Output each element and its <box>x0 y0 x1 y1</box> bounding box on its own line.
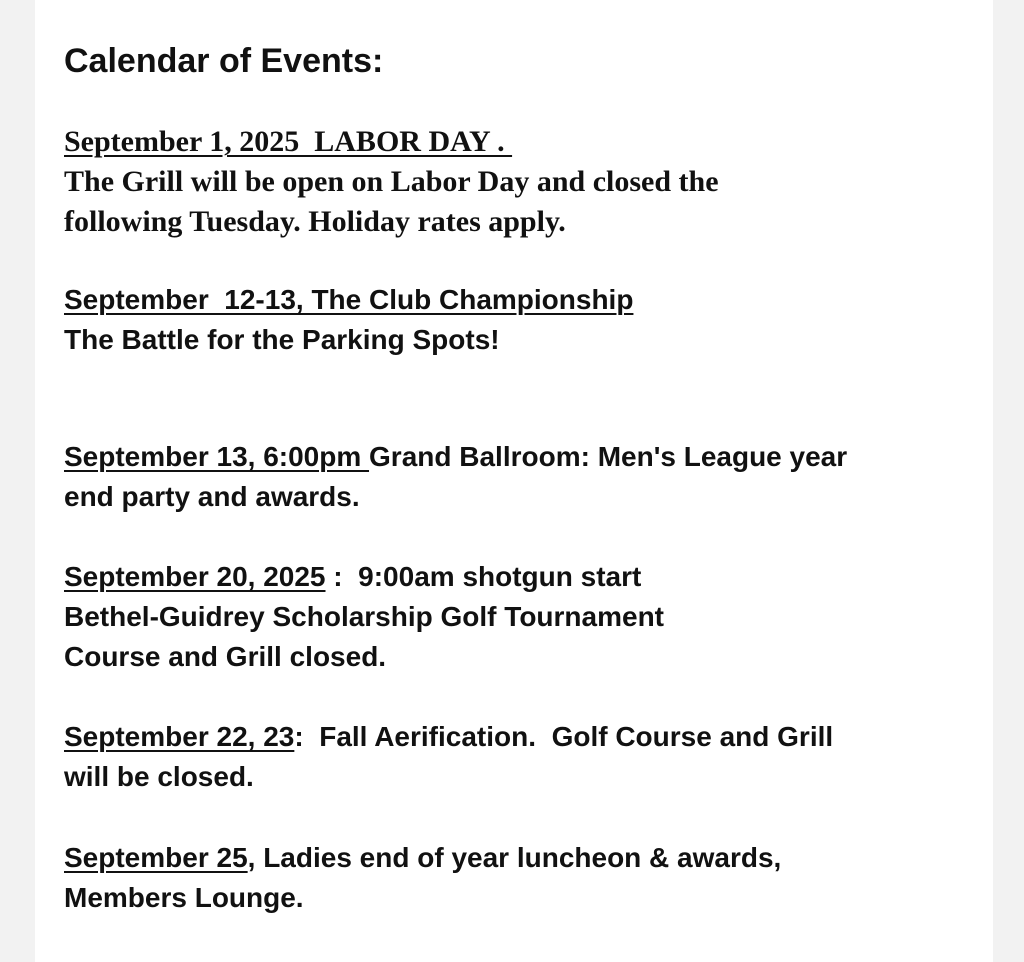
event-detail: : Fall Aerification. Golf Course and Grill <box>294 721 834 752</box>
event-description-line: following Tuesday. Holiday rates apply. <box>64 205 566 238</box>
event-date: September 1, 2025 LABOR DAY . <box>64 125 513 158</box>
event-detail: Grand Ballroom: Men's League year <box>369 441 848 472</box>
event-date: September 20, 2025 <box>64 561 326 592</box>
event-description-line: Members Lounge. <box>64 882 304 913</box>
event-date-line <box>64 838 984 878</box>
event-date: September 12-13, The Club Championship <box>64 284 634 315</box>
event-date-line <box>64 717 984 757</box>
event-description-line: Bethel-Guidrey Scholarship Golf Tournament <box>64 601 664 632</box>
event-description-line: Course and Grill closed. <box>64 641 387 672</box>
event-club-championship <box>64 280 984 360</box>
event-scholarship-tournament <box>64 557 984 677</box>
event-date: September 13, 6:00pm <box>64 441 370 472</box>
event-mens-league-party <box>64 437 984 517</box>
event-date-line <box>64 557 984 597</box>
event-description-line: end party and awards. <box>64 481 360 512</box>
event-date-line <box>64 437 984 477</box>
event-detail: , Ladies end of year luncheon & awards, <box>247 842 782 873</box>
event-date-line <box>64 122 984 162</box>
event-fall-aerification <box>64 717 984 797</box>
event-date: September 25 <box>64 842 248 873</box>
event-ladies-luncheon <box>64 838 984 918</box>
event-description-line: The Battle for the Parking Spots! <box>64 324 500 355</box>
event-description-line: will be closed. <box>64 761 254 792</box>
document-page <box>35 0 993 962</box>
page-title: Calendar of Events: <box>64 42 384 80</box>
event-description-line: The Grill will be open on Labor Day and closed the <box>64 165 719 198</box>
event-date: September 22, 23 <box>64 721 295 752</box>
event-date-line <box>64 280 984 320</box>
event-detail: : 9:00am shotgun start <box>325 561 642 592</box>
event-labor-day <box>64 122 984 242</box>
